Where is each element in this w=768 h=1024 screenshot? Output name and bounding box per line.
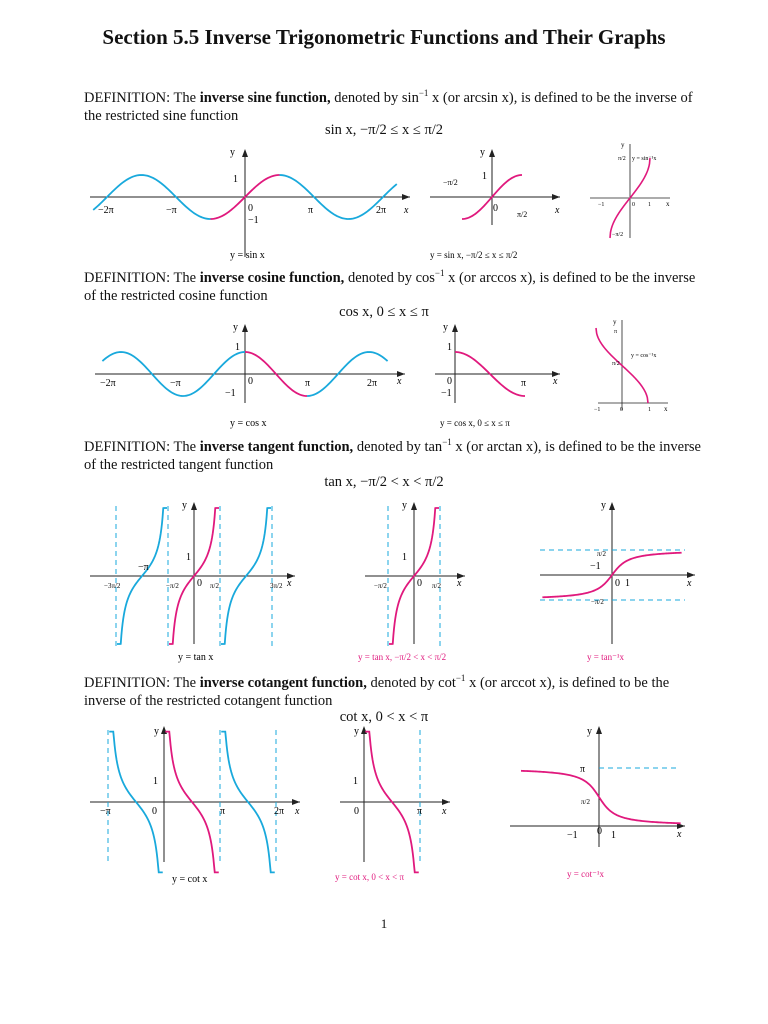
tick-label: π/2 (581, 798, 590, 806)
tick-label: 0 (615, 578, 620, 589)
def-sup: −1 (442, 437, 452, 447)
tick-label: −2π (100, 378, 116, 389)
tick-label: 1 (153, 776, 158, 787)
tick-label: π/2 (432, 582, 441, 590)
tick-label: 0 (197, 578, 202, 589)
graph-cotangent-restricted (330, 722, 460, 887)
graph-sine-full (90, 145, 415, 265)
x-axis-label: x (664, 405, 668, 413)
tick-label: −3π/2 (104, 582, 121, 590)
graph-caption: y = cos⁻¹x (631, 353, 657, 359)
def-sup: −1 (455, 673, 466, 683)
tick-label: 0 (248, 376, 253, 387)
graph-caption: y = sin x (230, 250, 265, 261)
y-axis-label: y (402, 500, 407, 511)
def-term: inverse cosine function, (199, 269, 345, 286)
def-text: x (or arccos x), is defined to be the inverse of the restricted cosine function (84, 269, 696, 304)
graph-cosine-restricted (425, 318, 575, 433)
y-axis-label: y (230, 147, 235, 158)
tick-label: π/2 (612, 361, 620, 367)
tick-label: 0 (417, 578, 422, 589)
def-lead: DEFINITION: The (84, 438, 200, 455)
tick-label: 0 (248, 203, 253, 214)
tick-label: 1 (353, 776, 358, 787)
graph-caption: y = cot x, 0 < x < π (335, 872, 405, 882)
graph-arccosine (588, 315, 698, 420)
tick-label: −π (138, 562, 149, 573)
graph-caption: y = cos x (230, 418, 267, 429)
x-axis-label: x (677, 829, 682, 840)
graph-arccotangent (505, 722, 695, 887)
tick-label: −π/2 (166, 582, 179, 590)
tick-label: −π (166, 205, 177, 216)
tick-label: −1 (441, 388, 452, 399)
tick-label: −π (170, 378, 181, 389)
x-axis-label: x (553, 376, 558, 387)
x-axis-label: x (404, 205, 409, 216)
graph-caption: y = tan x, −π/2 < x < π/2 (358, 652, 447, 662)
definition-inverse-cotangent (84, 669, 708, 710)
def-sup: −1 (434, 268, 445, 278)
tick-label: π (220, 806, 226, 817)
graph-caption: y = cos x, 0 ≤ x ≤ π (440, 418, 510, 428)
x-axis-label: x (555, 205, 560, 216)
x-axis-label: x (457, 578, 462, 589)
x-axis-label: x (295, 806, 300, 817)
tick-label: π (580, 764, 586, 775)
y-axis-label: y (587, 726, 592, 737)
y-axis-label: y (621, 141, 625, 149)
tick-label: −π/2 (374, 582, 387, 590)
y-axis-label: y (233, 322, 238, 333)
definition-inverse-sine (84, 84, 708, 125)
formula-restricted-sine: sin x, −π/2 ≤ x ≤ π/2 (324, 122, 444, 138)
tick-label: −π/2 (591, 598, 604, 606)
tick-label: 2π (367, 378, 378, 389)
tick-label: 1 (611, 830, 616, 841)
graph-sine-restricted (425, 145, 575, 265)
tick-label: 0 (620, 407, 623, 413)
x-axis-label: x (666, 200, 670, 208)
tick-label: π (614, 329, 618, 335)
x-axis-label: x (397, 376, 402, 387)
tick-label: 3π/2 (270, 582, 283, 590)
tick-label: 0 (152, 806, 157, 817)
formula-restricted-cotangent: cot x, 0 < x < π (339, 709, 429, 725)
page-title: Section 5.5 Inverse Trigonometric Functions and Their Graphs (102, 25, 666, 49)
tick-label: 2π (376, 205, 387, 216)
definition-inverse-cosine (84, 264, 708, 305)
def-text: denoted by cos (344, 269, 435, 286)
graph-caption: y = tan x (178, 652, 214, 663)
y-axis-label: y (354, 726, 359, 737)
tick-label: −2π (98, 205, 114, 216)
def-text: denoted by cot (366, 674, 456, 691)
graph-caption: y = tan⁻¹x (587, 652, 625, 662)
y-axis-label: y (613, 318, 617, 326)
def-text: x (or arcsin x), is defined to be the inverse of the restricted sine function (84, 89, 693, 124)
tick-label: 0 (493, 203, 498, 214)
tick-label: 1 (648, 202, 651, 208)
graph-tangent-restricted (350, 498, 480, 670)
def-term: inverse sine function, (199, 89, 331, 106)
tick-label: 1 (625, 578, 630, 589)
tick-label: −1 (567, 830, 578, 841)
page-number: 1 (380, 916, 388, 931)
tick-label: 1 (447, 342, 452, 353)
tick-label: 1 (482, 171, 487, 182)
x-axis-label: x (442, 806, 447, 817)
tick-label: −1 (598, 202, 605, 208)
tick-label: −1 (225, 388, 236, 399)
tick-label: π/2 (597, 550, 606, 558)
tick-label: 1 (235, 342, 240, 353)
def-lead: DEFINITION: The (84, 269, 200, 286)
tick-label: −π (100, 806, 111, 817)
def-sup: −1 (418, 88, 429, 98)
tick-label: 0 (597, 826, 602, 837)
graph-arcsine (590, 138, 700, 248)
tick-label: 1 (648, 407, 651, 413)
graph-arctangent (535, 498, 705, 670)
tick-label: −π/2 (612, 232, 624, 238)
graph-caption: y = sin⁻¹x (632, 156, 657, 162)
tick-label: 0 (354, 806, 359, 817)
def-lead: DEFINITION: The (84, 89, 200, 106)
def-text: denoted by tan (353, 438, 443, 455)
def-text: denoted by sin (330, 89, 419, 106)
tick-label: 0 (632, 202, 635, 208)
tick-label: 0 (447, 376, 452, 387)
tick-label: −1 (590, 561, 601, 572)
y-axis-label: y (601, 500, 606, 511)
graph-caption: y = cot⁻¹x (567, 869, 605, 879)
tick-label: π/2 (210, 582, 219, 590)
tick-label: −π/2 (443, 178, 458, 187)
y-axis-label: y (443, 322, 448, 333)
x-axis-label: x (287, 578, 292, 589)
def-lead: DEFINITION: The (84, 674, 200, 691)
y-axis-label: y (480, 147, 485, 158)
tick-label: π (521, 378, 527, 389)
graph-cotangent-full (90, 722, 310, 887)
tick-label: 1 (233, 174, 238, 185)
formula-restricted-cosine: cos x, 0 ≤ x ≤ π (339, 304, 429, 320)
tick-label: −1 (248, 215, 259, 226)
def-text: x (or arctan x), is defined to be the inverse of the restricted tangent function (84, 438, 701, 473)
graph-caption: y = cot x (172, 874, 208, 885)
tick-label: 2π (274, 806, 285, 817)
graph-cosine-full (95, 318, 410, 433)
tick-label: −1 (594, 407, 601, 413)
graph-caption: y = sin x, −π/2 ≤ x ≤ π/2 (430, 250, 518, 260)
tick-label: π/2 (618, 156, 626, 162)
def-term: inverse tangent function, (199, 438, 354, 455)
tick-label: π (305, 378, 311, 389)
tick-label: π/2 (517, 210, 528, 219)
y-axis-label: y (154, 726, 159, 737)
tick-label: 1 (402, 552, 407, 563)
y-axis-label: y (182, 500, 187, 511)
tick-label: π (417, 806, 423, 817)
graph-tangent-full (90, 498, 305, 670)
def-text: x (or arccot x), is defined to be the inverse of the restricted cotangent function (84, 674, 670, 709)
formula-restricted-tangent: tan x, −π/2 < x < π/2 (324, 474, 444, 490)
def-term: inverse cotangent function, (199, 674, 367, 691)
tick-label: 1 (186, 552, 191, 563)
x-axis-label: x (687, 578, 692, 589)
definition-inverse-tangent (84, 433, 708, 474)
tick-label: π (308, 205, 314, 216)
